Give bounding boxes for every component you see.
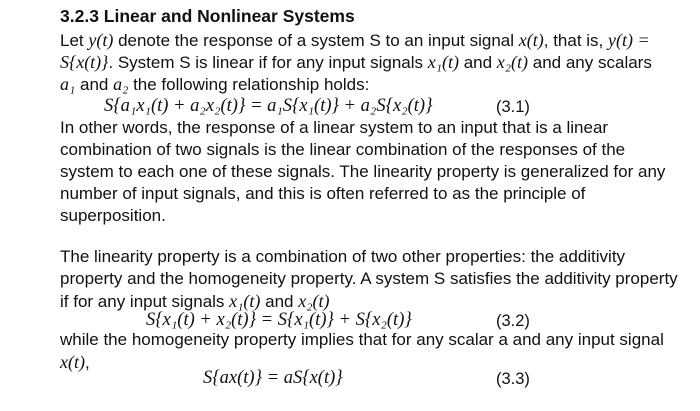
paragraph-1-line-2 [60,51,652,74]
paragraph-3-line-1: The linearity property is a combination of two other properties: the additivity [60,247,626,266]
equation-3-3-number: (3.3) [496,370,530,388]
equation-3-2-number: (3.2) [496,312,530,330]
equation-3-3-formula: S{ax(t)} = aS{x(t)} [203,368,343,388]
math-x1: x₁(t) [229,291,261,311]
paragraph-2-line-4: number of input signals, and this is often referred to as the principle of [60,184,586,203]
text-span: and any scalars [528,53,652,72]
math-y-of-t: y(t) [88,30,114,50]
paragraph-2-line-5: superposition. [60,206,166,225]
paragraph-1-line-3 [60,73,369,96]
text-span: and [260,292,299,311]
math-x1: x₁(t) [427,52,459,72]
text-span: , that is, [543,31,608,50]
text-span: and [458,53,497,72]
text-span: the following relationship holds: [128,75,370,94]
text-span: if for any input signals [60,292,230,311]
text-span: denote the response of a system S to an input signal [113,31,519,50]
math-x2: x₂(t) [496,52,529,72]
text-span: Let [60,31,89,50]
math-a2: a₂ [113,74,129,94]
equation-3-1-number: (3.1) [496,98,530,116]
paragraph-4-line-2 [60,351,90,374]
math-x-of-t: x(t) [518,30,544,50]
equation-3-1-formula: S{a₁x₁(t) + a₂x₂(t)} = a₁S{x₁(t)} + a₂S{x₂(t)} [104,96,433,116]
paragraph-2-line-3: system to each one of these signals. The linearity property is generalized for any [60,162,666,181]
equation-3-2-formula: S{x₁(t) + x₂(t)} = S{x₁(t)} + S{x₂(t)} [146,310,412,330]
math-y-equals: y(t) = [608,30,650,50]
math-a1: a₁ [60,74,76,94]
paragraph-3-line-2: property and the homogeneity property. A system S satisfies the additivity property [60,269,678,288]
section-heading: 3.2.3 Linear and Nonlinear Systems [60,6,355,26]
math-s-of-x: S{x(t)} [60,52,109,72]
paragraph-1-line-1 [60,29,650,52]
paragraph-2-line-1: In other words, the response of a linear system to an input that is a linear [60,118,609,137]
text-span: . System S is linear if for any input signals [108,53,428,72]
math-x-of-t: x(t) [60,352,85,372]
paragraph-4-line-1: while the homogeneity property implies that for any scalar a and any input signal [60,330,664,349]
text-span: , [84,353,90,372]
text-span: and [75,75,114,94]
math-x2: x₂(t) [298,291,330,311]
paragraph-2-line-2: combination of two signals is the linear combination of the responses of the [60,140,626,159]
